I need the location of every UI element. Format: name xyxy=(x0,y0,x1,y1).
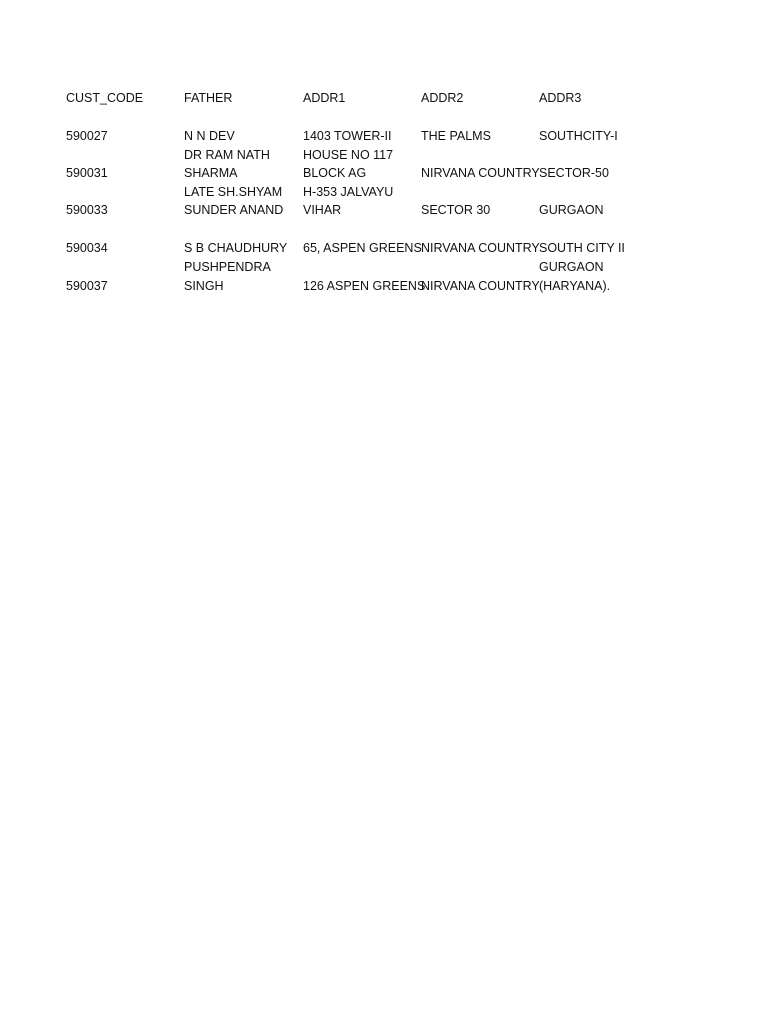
addr1-cell: BLOCK AG xyxy=(303,166,367,180)
header-cust-code: CUST_CODE xyxy=(66,91,144,105)
addr3-cell: (HARYANA). xyxy=(539,279,611,293)
father-cell: SINGH xyxy=(184,279,224,293)
addr1-cell: 65, ASPEN GREENS xyxy=(303,241,422,255)
father-cell: SHARMA xyxy=(184,166,238,180)
father-cell: DR RAM NATH xyxy=(184,148,270,162)
addr2-cell: THE PALMS xyxy=(421,129,491,143)
addr3-cell: SOUTH CITY II xyxy=(539,241,625,255)
addr2-cell: NIRVANA COUNTRY xyxy=(421,241,540,255)
header-addr3: ADDR3 xyxy=(539,91,582,105)
father-cell: PUSHPENDRA xyxy=(184,260,271,274)
addr3-cell: GURGAON xyxy=(539,260,604,274)
father-cell: SUNDER ANAND xyxy=(184,203,284,217)
cust-code-cell: 590033 xyxy=(66,203,108,217)
addr3-cell: SOUTHCITY-I xyxy=(539,129,618,143)
father-cell: LATE SH.SHYAM xyxy=(184,185,283,199)
header-addr1: ADDR1 xyxy=(303,91,346,105)
father-cell: S B CHAUDHURY xyxy=(184,241,288,255)
addr1-cell: VIHAR xyxy=(303,203,342,217)
cust-code-cell: 590027 xyxy=(66,129,108,143)
cust-code-cell: 590031 xyxy=(66,166,108,180)
cust-code-cell: 590034 xyxy=(66,241,108,255)
addr2-cell: SECTOR 30 xyxy=(421,203,491,217)
header-father: FATHER xyxy=(184,91,233,105)
addr2-cell: NIRVANA COUNTRY xyxy=(421,279,540,293)
addr1-cell: 1403 TOWER-II xyxy=(303,129,392,143)
addr1-cell: H-353 JALVAYU xyxy=(303,185,394,199)
addr3-cell: GURGAON xyxy=(539,203,604,217)
cust-code-cell: 590037 xyxy=(66,279,108,293)
addr2-cell: NIRVANA COUNTRY xyxy=(421,166,540,180)
addr1-cell: HOUSE NO 117 xyxy=(303,148,394,162)
father-cell: N N DEV xyxy=(184,129,235,143)
addr3-cell: SECTOR-50 xyxy=(539,166,609,180)
header-addr2: ADDR2 xyxy=(421,91,464,105)
addr1-cell: 126 ASPEN GREENS xyxy=(303,279,426,293)
